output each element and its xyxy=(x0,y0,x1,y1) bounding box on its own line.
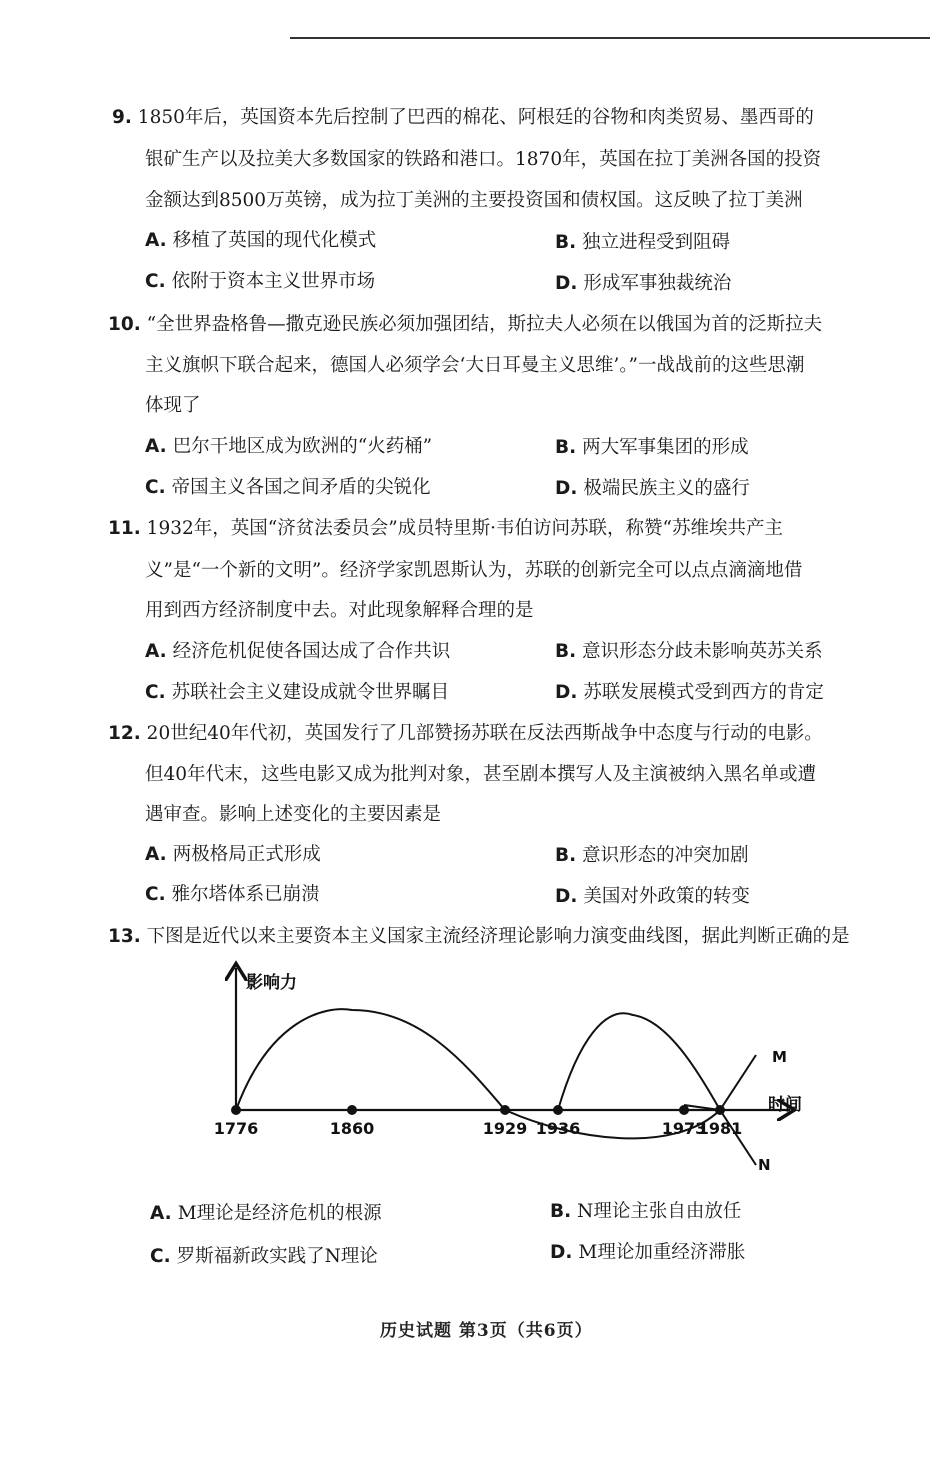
tick-dot-1929 xyxy=(500,1105,510,1115)
q12-option-b[interactable]: B. 意识形态的冲突加剧 xyxy=(555,845,749,866)
q11-line-2: 义”是“一个新的文明”。经济学家凯恩斯认为，苏联的创新完全可以点点滴滴地借 xyxy=(145,560,803,581)
q9-number: 9. xyxy=(112,107,132,128)
page-footer: 历史试题 第3页（共6页） xyxy=(380,1321,593,1341)
q10-option-b[interactable]: B. 两大军事集团的形成 xyxy=(555,437,749,458)
q9-option-b[interactable]: B. 独立进程受到阻碍 xyxy=(555,232,731,253)
q12-line-1: 12. 20世纪40年代初，英国发行了几部赞扬苏联在反法西斯战争中态度与行动的电影。 xyxy=(108,723,823,744)
q13-option-a[interactable]: A. M理论是经济危机的根源 xyxy=(150,1203,382,1224)
series-hump-curve xyxy=(558,1013,720,1110)
q10-option-d[interactable]: D. 极端民族主义的盛行 xyxy=(555,478,750,499)
tick-dot-1776 xyxy=(231,1105,241,1115)
economic-theory-chart xyxy=(200,960,820,1180)
tick-label-1776: 1776 xyxy=(213,1119,259,1138)
q13-number: 13. xyxy=(108,926,141,947)
q9-option-d[interactable]: D. 形成军事独裁统治 xyxy=(555,273,732,294)
q12-number: 12. xyxy=(108,723,141,744)
q13-option-b[interactable]: B. N理论主张自由放任 xyxy=(550,1201,742,1222)
q10-line-3: 体现了 xyxy=(145,395,201,416)
tick-dot-1973 xyxy=(679,1105,689,1115)
q11-option-d[interactable]: D. 苏联发展模式受到西方的肯定 xyxy=(555,682,824,703)
q12-line-3: 遇审查。影响上述变化的主要因素是 xyxy=(145,804,442,825)
y-axis-label: 影响力 xyxy=(246,973,297,993)
series-m-curve xyxy=(236,1009,756,1110)
q9-option-c[interactable]: C. 依附于资本主义世界市场 xyxy=(145,271,376,292)
q12-line-2: 但40年代末，这些电影又成为批判对象，甚至剧本撰写人及主演被纳入黑名单或遭 xyxy=(145,764,817,785)
tick-label-1973: 1973 xyxy=(661,1119,707,1138)
series-label-m: M xyxy=(772,1048,787,1066)
q10-line-1: 10. “全世界盎格鲁—撒克逊民族必须加强团结，斯拉夫人必须在以俄国为首的泛斯拉夫 xyxy=(108,314,823,335)
q9-line-1: 9. 1850年后，英国资本先后控制了巴西的棉花、阿根廷的谷物和肉类贸易、墨西哥的 xyxy=(112,107,814,128)
q13-option-d[interactable]: D. M理论加重经济滞胀 xyxy=(550,1242,746,1263)
q10-line-2: 主义旗帜下联合起来，德国人必须学会‘大日耳曼主义思维’。”一战战前的这些思潮 xyxy=(145,355,805,376)
tick-dot-1936 xyxy=(553,1105,563,1115)
top-rule xyxy=(290,37,930,39)
series-label-n: N xyxy=(758,1156,771,1174)
tick-dot-1981 xyxy=(715,1105,725,1115)
q10-option-c[interactable]: C. 帝国主义各国之间矛盾的尖锐化 xyxy=(145,477,431,498)
q13-line-1: 13. 下图是近代以来主要资本主义国家主流经济理论影响力演变曲线图，据此判断正确的是 xyxy=(108,926,850,947)
tick-dot-1860 xyxy=(347,1105,357,1115)
q10-option-a[interactable]: A. 巴尔干地区成为欧洲的“火药桶” xyxy=(145,436,433,457)
tick-label-1929: 1929 xyxy=(482,1119,528,1138)
q10-number: 10. xyxy=(108,314,141,335)
q9-option-a[interactable]: A. 移植了英国的现代化模式 xyxy=(145,230,377,251)
q11-option-b[interactable]: B. 意识形态分歧未影响英苏关系 xyxy=(555,641,823,662)
q11-line-1: 11. 1932年，英国“济贫法委员会”成员特里斯·韦伯访问苏联，称赞“苏维埃共产主 xyxy=(108,518,784,539)
q9-line-3: 金额达到8500万英镑，成为拉丁美洲的主要投资国和债权国。这反映了拉丁美洲 xyxy=(145,190,803,211)
tick-label-1860: 1860 xyxy=(329,1119,375,1138)
x-axis-label: 时间 xyxy=(768,1095,802,1115)
q9-line-2: 银矿生产以及拉美大多数国家的铁路和港口。1870年，英国在拉丁美洲各国的投资 xyxy=(145,149,822,170)
tick-label-1981: 1981 xyxy=(697,1119,743,1138)
q11-option-c[interactable]: C. 苏联社会主义建设成就令世界瞩目 xyxy=(145,682,450,703)
q12-option-a[interactable]: A. 两极格局正式形成 xyxy=(145,844,321,865)
q13-option-c[interactable]: C. 罗斯福新政实践了N理论 xyxy=(150,1246,378,1267)
q11-option-a[interactable]: A. 经济危机促使各国达成了合作共识 xyxy=(145,641,451,662)
q11-line-3: 用到西方经济制度中去。对此现象解释合理的是 xyxy=(145,600,534,621)
tick-label-1936: 1936 xyxy=(535,1119,581,1138)
q12-option-c[interactable]: C. 雅尔塔体系已崩溃 xyxy=(145,884,320,905)
q12-option-d[interactable]: D. 美国对外政策的转变 xyxy=(555,886,750,907)
q11-number: 11. xyxy=(108,518,141,539)
